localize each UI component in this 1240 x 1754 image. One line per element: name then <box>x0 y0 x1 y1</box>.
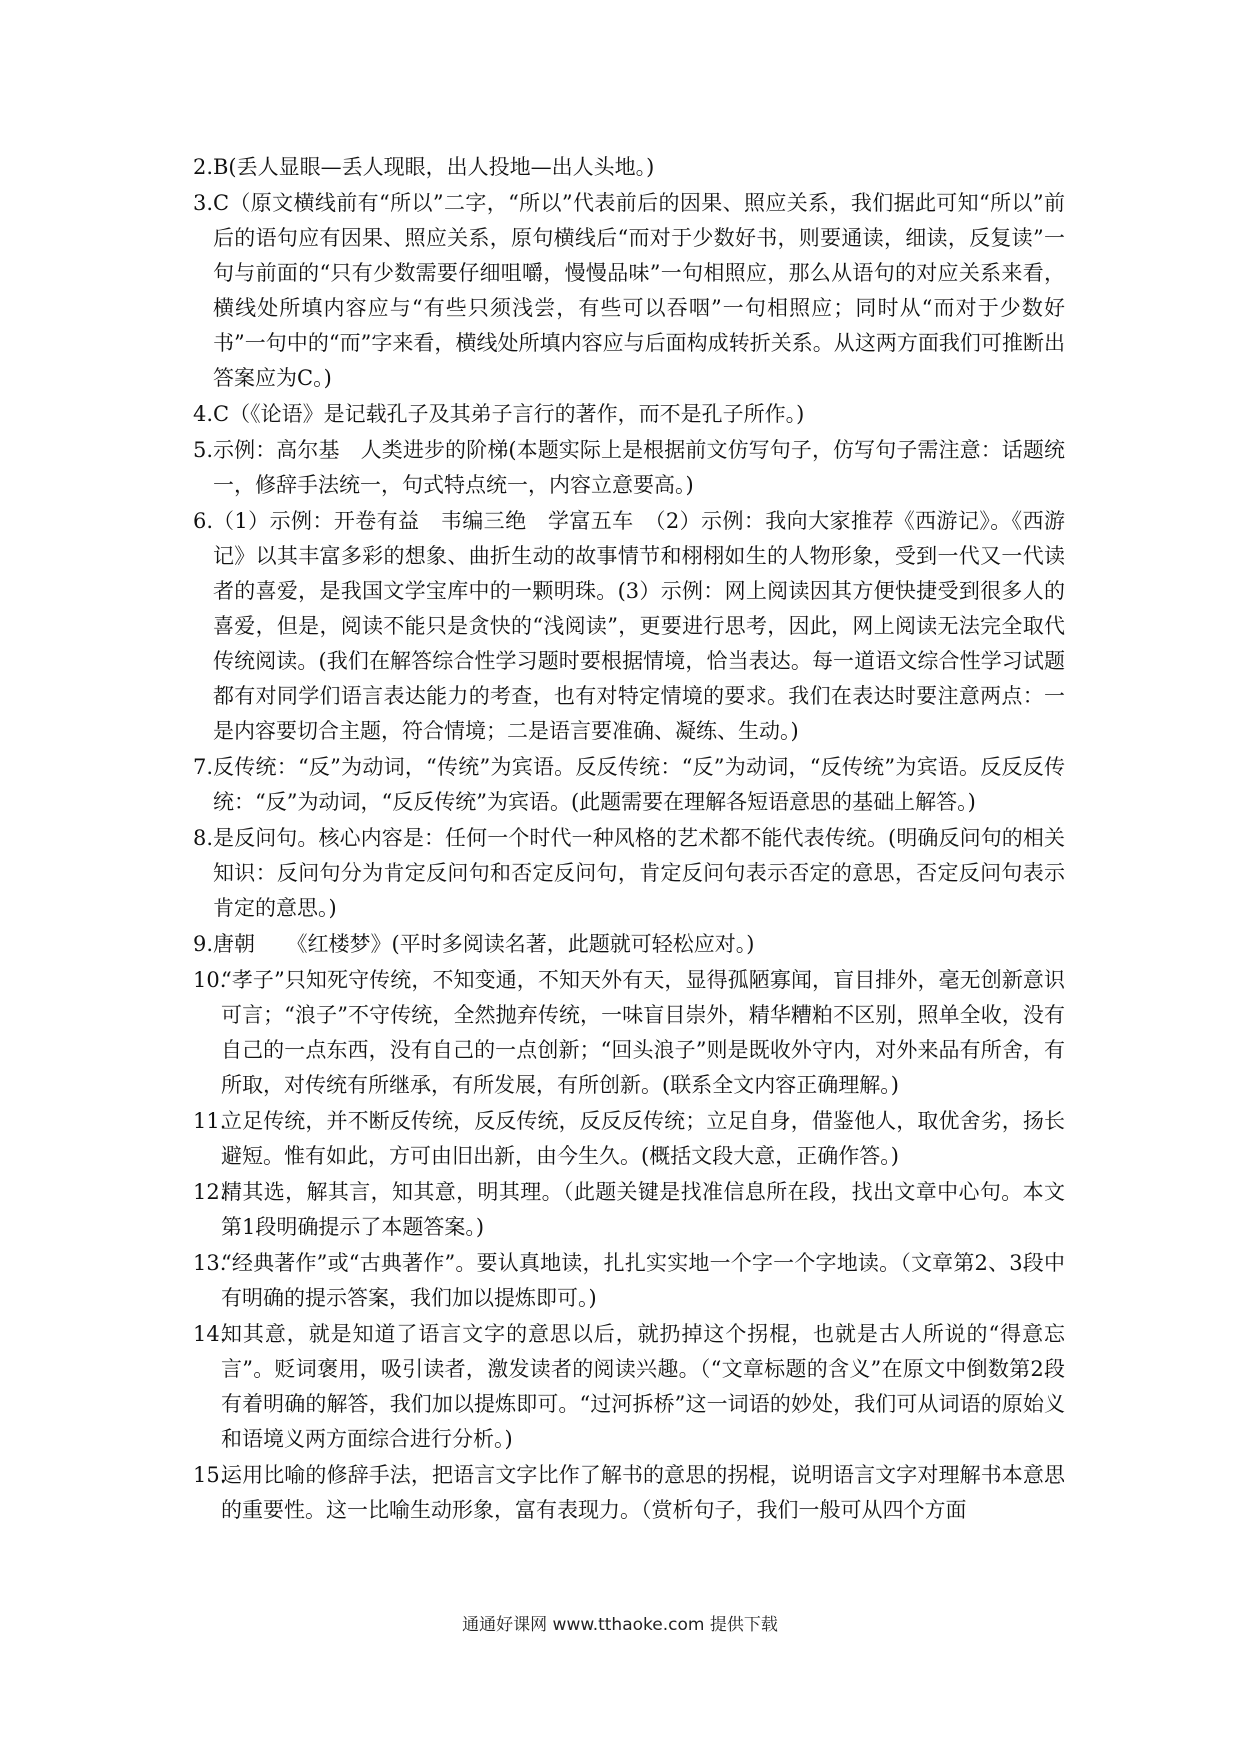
item-number: 6. <box>193 509 214 533</box>
item-text: C（《论语》是记载孔子及其弟子言行的著作，而不是孔子所作。) <box>213 402 805 426</box>
answer-item-5 <box>193 433 1065 503</box>
item-text: 运用比喻的修辞手法，把语言文字比作了解书的意思的拐棍，说明语言文字对理解书本意思的重要性。这一比喻生动形象，富有表现力。（赏析句子，我们一般可从四个方面 <box>221 1463 1065 1522</box>
item-text: “经典著作”或“古典著作”。要认真地读，扎扎实实地一个字一个字地读。（文章第2、3段中有明确的提示答案，我们加以提炼即可。) <box>221 1251 1065 1310</box>
item-number: 12. <box>193 1180 227 1204</box>
answer-item-12 <box>193 1175 1065 1245</box>
item-text: 唐朝 《红楼梦》(平时多阅读名著，此题就可轻松应对。) <box>213 932 755 956</box>
item-number: 8. <box>193 826 214 850</box>
item-text: 精其选，解其言，知其意，明其理。（此题关键是找准信息所在段，找出文章中心句。本文第1段明确提示了本题答案。) <box>221 1180 1065 1239</box>
answer-item-9 <box>193 927 1065 962</box>
answer-item-7 <box>193 750 1065 820</box>
item-number: 15. <box>193 1463 227 1487</box>
page-footer: 通通好课网 www.tthaoke.com 提供下载 <box>462 1615 778 1635</box>
item-number: 7. <box>193 755 214 779</box>
answer-item-6 <box>193 504 1065 749</box>
item-text: B(丢人显眼—丢人现眼，出人投地—出人头地。) <box>213 155 655 179</box>
item-text: （1）示例：开卷有益 韦编三绝 学富五车 （2）示例：我向大家推荐《西游记》。《西游记》以其丰富多彩的想象、曲折生动的故事情节和栩栩如生的人物形象，受到一代又一代读者的喜爱，是我国文学宝库中的一颗明珠。(3）示例：网上阅读因其方便快捷受到很多人的喜爱，但是，阅读不能只是贪快的“浅阅读”，更要进行思考，因此，网上阅读无法完全取代传统阅读。(我们在解答综合性学习题时要根据情境，恰当表达。每一道语文综合性学习试题都有对同学们语言表达能力的考查，也有对特定情境的要求。我们在表达时要注意两点：一是内容要切合主题，符合情境；二是语言要准确、凝练、生动。) <box>213 509 1065 743</box>
item-text: 反传统：“反”为动词，“传统”为宾语。反反传统：“反”为动词，“反传统”为宾语。反反反传统：“反”为动词，“反反传统”为宾语。(此题需要在理解各短语意思的基础上解答。) <box>213 755 1065 814</box>
item-text: 立足传统，并不断反传统，反反传统，反反反传统；立足自身，借鉴他人，取优舍劣，扬长避短。惟有如此，方可由旧出新，由今生久。(概括文段大意，正确作答。) <box>221 1109 1065 1168</box>
item-number: 5. <box>193 438 214 462</box>
item-number: 13. <box>193 1251 227 1275</box>
answer-item-14 <box>193 1317 1065 1457</box>
answer-item-13 <box>193 1246 1065 1316</box>
item-text: 是反问句。核心内容是：任何一个时代一种风格的艺术都不能代表传统。(明确反问句的相关知识：反问句分为肯定反问句和否定反问句，肯定反问句表示否定的意思，否定反问句表示肯定的意思。) <box>213 826 1065 920</box>
item-text: 知其意，就是知道了语言文字的意思以后，就扔掉这个拐棍，也就是古人所说的“得意忘言”。贬词褒用，吸引读者，激发读者的阅读兴趣。（“文章标题的含义”在原文中倒数第2段有着明确的解答，我们加以提炼即可。“过河拆桥”这一词语的妙处，我们可从词语的原始义和语境义两方面综合进行分析。) <box>221 1322 1065 1451</box>
answer-item-2 <box>193 150 1065 185</box>
item-number: 10. <box>193 968 227 992</box>
answer-list <box>193 150 1065 1529</box>
item-number: 3. <box>193 191 214 215</box>
item-number: 14. <box>193 1322 227 1346</box>
item-number: 4. <box>193 402 214 426</box>
answer-item-15 <box>193 1458 1065 1528</box>
item-text: “孝子”只知死守传统，不知变通，不知天外有天，显得孤陋寡闻，盲目排外，毫无创新意识可言；“浪子”不守传统，全然抛弃传统，一味盲目崇外，精华糟粕不区别，照单全收，没有自己的一点东西，没有自己的一点创新；“回头浪子”则是既收外守内，对外来品有所舍，有所取，对传统有所继承，有所发展，有所创新。(联系全文内容正确理解。) <box>221 968 1065 1097</box>
item-number: 9. <box>193 932 214 956</box>
item-text: C（原文横线前有“所以”二字，“所以”代表前后的因果、照应关系，我们据此可知“所以”前后的语句应有因果、照应关系，原句横线后“而对于少数好书，则要通读，细读，反复读”一句与前面的“只有少数需要仔细咀嚼，慢慢品味”一句相照应，那么从语句的对应关系来看，横线处所填内容应与“有些只须浅尝，有些可以吞咽”一句相照应；同时从“而对于少数好书”一句中的“而”字来看，横线处所填内容应与后面构成转折关系。从这两方面我们可推断出答案应为C。) <box>213 191 1065 390</box>
answer-item-8 <box>193 821 1065 926</box>
item-text: 示例：高尔基 人类进步的阶梯(本题实际上是根据前文仿写句子，仿写句子需注意：话题统一，修辞手法统一，句式特点统一，内容立意要高。) <box>213 438 1065 497</box>
answer-item-3 <box>193 186 1065 396</box>
answer-item-10 <box>193 963 1065 1103</box>
item-number: 2. <box>193 155 214 179</box>
item-number: 11. <box>193 1109 227 1133</box>
answer-item-4 <box>193 397 1065 432</box>
answer-item-11 <box>193 1104 1065 1174</box>
